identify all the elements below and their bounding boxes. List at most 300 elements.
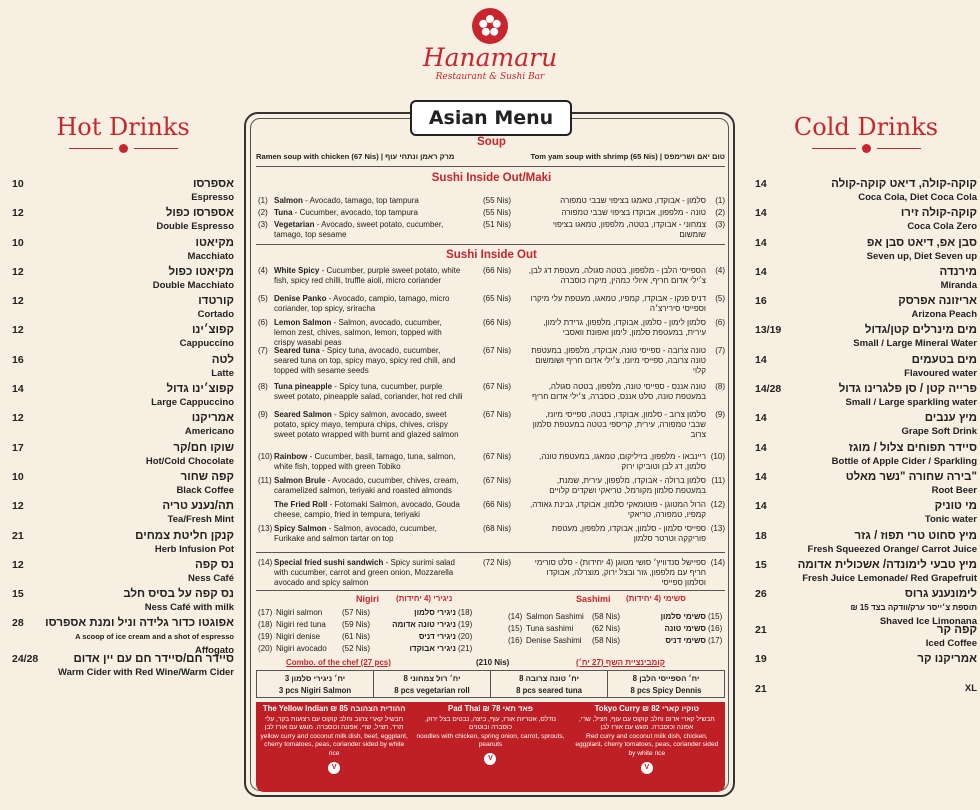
- item-price: (68 Nis): [482, 524, 511, 533]
- item-price: (65 Nis): [482, 294, 511, 303]
- drink-item: [755, 587, 977, 628]
- drink-name-en: Root Beer: [931, 484, 977, 496]
- drink-name-en: Small / Large Mineral Water: [853, 338, 977, 350]
- item-number: (7): [258, 346, 268, 355]
- drink-name-en: Small / Large sparkling water: [845, 397, 977, 409]
- specials-panel: [256, 702, 725, 792]
- drink-name-he: קוקה-קולה, דיאט קוקה-קולה: [831, 178, 977, 190]
- drink-name-he: נס קפה על בסיס חלב: [123, 588, 234, 601]
- drink-price: 21: [755, 682, 767, 695]
- item-ingredients: - Avocado, campio, tamago, micro coriander, top spicy, sriracha: [274, 294, 450, 313]
- drink-price: 14: [755, 178, 767, 190]
- drink-name-en: Double Macchiato: [152, 279, 234, 291]
- item-price: (67 Nis): [482, 476, 511, 485]
- drink-price: 15: [12, 588, 24, 601]
- item-ingredients: - Salmon, avocado, cucumber, Furikake and salmon tartar on top: [274, 524, 437, 543]
- item-description: [274, 382, 464, 402]
- item-description-he: סלמון צרוב - סלמון, אבוקדו, בטטה, ספייסי מיונז, שבבי טמפורה, עירית, קריספי בטטה במעטפת סלמון צרוב: [532, 410, 706, 439]
- flower-divider-icon: [755, 144, 977, 153]
- hot-drinks-title: Hot Drinks: [56, 113, 190, 141]
- combo-item: [491, 671, 608, 697]
- drink-price: 10: [12, 470, 24, 483]
- drink-names: [44, 177, 234, 206]
- item-number: (14): [258, 558, 273, 567]
- inside-out-heading: Sushi Inside Out: [446, 249, 537, 261]
- drink-name-he: קנקן חליטת צמחים: [135, 529, 234, 542]
- drink-name-he: סיידר תפוחים צלול / מוגז: [848, 441, 977, 454]
- drink-name-en: Warm Cider with Red Wine/Warm Cider: [57, 667, 234, 679]
- drink-item: [755, 441, 977, 470]
- special-title: Pad Thai ₪ 78 פאד תאי: [448, 704, 533, 713]
- drink-names: [44, 353, 234, 382]
- drink-price: 12: [12, 558, 24, 571]
- item-number: (4): [258, 266, 268, 275]
- drink-name-he: מים מינרלים קטן/גדול: [864, 324, 977, 337]
- drink-item: [12, 558, 234, 587]
- special-desc-he: תבשיל קארי צהוב וחלב קוקוס עם רצועות בקר, עלי תרד, חציל, שרי, אפונה וכוסברה. מוגש עם אורז לבן: [264, 715, 404, 732]
- item-price: (66 Nis): [482, 318, 511, 327]
- vegan-icon: V: [484, 753, 496, 765]
- soup-row: [256, 152, 725, 161]
- drink-price: 16: [12, 353, 24, 366]
- drink-names: [44, 294, 234, 323]
- drink-item: [12, 353, 234, 382]
- item-price: (57 Nis): [342, 608, 371, 617]
- drink-name-en: Herb Infusion Pot: [154, 543, 234, 555]
- drink-price: 12: [12, 265, 24, 278]
- drink-item: [12, 177, 234, 206]
- item-number: (1): [258, 196, 268, 205]
- item-number: (13): [258, 524, 273, 533]
- item-ingredients: - Avocado, tamago, top tampura: [302, 196, 419, 205]
- vegan-icon: V: [641, 762, 653, 774]
- drink-price: 10: [12, 178, 24, 190]
- item-ingredients: - Spicy surimi salad with cucumber, carrot and green onion, Mozzarella avocado and spicy salmon: [274, 558, 455, 587]
- drink-name-en: Grape Soft Drink: [901, 426, 977, 438]
- item-name: Nigiri salmon: [276, 608, 323, 617]
- item-name: Spicy Salmon: [274, 524, 327, 533]
- item-number-he: (4): [715, 266, 725, 275]
- item-description-he: טונה צרובה - ספייסי טונה, אבוקדו, מלפפון, במעטפת טונה צרובה, ספייסי מיונז, צ׳ילי אדום חריף ושומשום קלוי: [531, 346, 706, 375]
- drink-name-en: Shaved Ice Limonana: [879, 616, 977, 628]
- item-number-he: (18): [458, 608, 473, 617]
- item-name: Salmon Brule: [274, 476, 326, 485]
- drink-names: [44, 616, 234, 657]
- drink-name-en: Miranda: [940, 279, 977, 291]
- item-description: [274, 220, 464, 240]
- drink-price: 21: [755, 624, 767, 637]
- drink-names: [781, 682, 977, 711]
- brand-header: [0, 8, 980, 82]
- flower-divider-icon: [12, 144, 234, 153]
- item-number: (16): [508, 636, 523, 645]
- combo-title-en: Combo. of the chef (27 pcs): [286, 658, 391, 667]
- item-price: (67 Nis): [482, 346, 511, 355]
- drink-item: [12, 265, 234, 294]
- drink-item: [12, 652, 234, 681]
- item-price: (66 Nis): [482, 266, 511, 275]
- drink-name-en: Latte: [211, 367, 234, 379]
- item-ingredients: - Salmon, avocado, cucumber, lemon zest, chives, salmon, lemon, topped with crispy wasabi peas: [274, 318, 442, 347]
- drink-name-he: פרייה קטן / סן פלגרינו גדול: [838, 383, 977, 396]
- special-dish: [256, 702, 412, 792]
- drink-names: [44, 470, 234, 499]
- drink-name-en: Bottle of Apple Cider / Sparkling: [831, 455, 977, 467]
- drink-name-he: קפוצ׳ינו: [191, 324, 234, 337]
- item-description-he: סלמון - אבוקדו, טאמגו בציפוי שבבי טמפורה: [560, 196, 706, 205]
- item-number-he: (9): [715, 410, 725, 419]
- drink-price: 13/19: [755, 324, 782, 337]
- item-number-he: (11): [711, 476, 725, 485]
- drink-item: [755, 652, 977, 681]
- item-number-he: (2): [715, 208, 725, 217]
- drink-name-en: Cortado: [197, 309, 234, 321]
- drink-names: [781, 558, 977, 587]
- brand-name: Hanamaru: [422, 43, 558, 72]
- drink-item: [755, 623, 977, 652]
- combo-item-he: 8 יח׳ רול צמחוני: [403, 674, 461, 683]
- cold-drinks-panel: [755, 112, 977, 711]
- item-number-he: (15): [708, 612, 723, 621]
- drink-name-en: Americano: [184, 426, 234, 438]
- hot-drinks-panel: [12, 112, 234, 682]
- drink-price: 14/28: [755, 383, 782, 396]
- drink-price: 12: [12, 412, 24, 425]
- drink-names: [44, 265, 234, 294]
- drink-name-en: Tea/Fresh Mint: [167, 514, 234, 526]
- drink-price: 14: [755, 500, 767, 513]
- drink-price: 14: [755, 236, 767, 249]
- drink-name-he: בירה שחורה "נשר מאלט": [845, 470, 977, 483]
- drink-name-en: Ness Café: [188, 572, 234, 584]
- drink-names: [781, 411, 977, 440]
- combo-item-en: 8 pcs Spicy Dennis: [630, 686, 702, 695]
- item-name-he: ניגירי סלמון: [414, 608, 456, 617]
- drink-item: [755, 323, 977, 352]
- nigiri-heading: Nigiri: [356, 594, 380, 604]
- drink-name-he: אריזונה אפרסק: [898, 295, 977, 308]
- cherry-blossom-logo: [472, 8, 508, 44]
- item-description-he: טונה אננס - ספייסי טונה, מלפפון, בטטה סגולה, במעטפת טונה, סלט אננס, כוסברה, צ׳ילי אדום חריף: [532, 382, 706, 401]
- drink-price: 14: [755, 470, 767, 483]
- special-dish: [569, 702, 725, 792]
- drink-price: 19: [755, 653, 767, 666]
- drink-item: [755, 382, 977, 411]
- item-number-he: (3): [715, 220, 725, 229]
- drink-price: 24/28: [12, 653, 39, 666]
- item-description: [274, 410, 464, 440]
- item-number-he: (1): [715, 196, 725, 205]
- item-name-he: ניגירי טונה אדומה: [392, 620, 456, 629]
- drink-item: [12, 236, 234, 265]
- item-name-he: סשימי דניס: [665, 636, 706, 645]
- drink-name-he: סבן אפ, דיאט סבן אפ: [866, 236, 977, 249]
- drink-name-he: אמריקנו קר: [917, 653, 977, 666]
- drink-item: [755, 236, 977, 265]
- item-number: (17): [258, 608, 273, 617]
- drink-price: 10: [12, 236, 24, 249]
- drink-names: [781, 587, 977, 628]
- item-ingredients: - Spicy tuna, cucumber, purple sweet potato, pineapple salad, coriander, hot red chili: [274, 382, 463, 401]
- drink-name-he: קורטדו: [198, 295, 234, 308]
- drink-name-en: Large Cappuccino: [151, 397, 234, 409]
- maki-heading: Sushi Inside Out/Maki: [431, 172, 552, 184]
- drink-name-en: Ness Café with milk: [144, 602, 234, 614]
- drink-name-he: אפוגטו כדור גלידה וניל ומנת אספרסו: [45, 617, 234, 630]
- drink-names: [44, 652, 234, 681]
- item-description: [274, 318, 464, 348]
- item-number-he: (12): [710, 500, 725, 509]
- drink-names: [44, 323, 234, 352]
- drink-name-he: מקיאטו: [195, 236, 234, 249]
- drink-names: [44, 236, 234, 265]
- drink-name-en: Black Coffee: [176, 484, 234, 496]
- drink-name-he: אספרסו: [192, 178, 234, 190]
- drink-name-en: Coca Cola, Diet Coca Cola: [858, 192, 977, 203]
- drink-name-he: קפה קר: [936, 624, 977, 637]
- drink-names: [44, 587, 234, 616]
- combo-item-he: 8 יח׳ טונה צרובה: [519, 674, 579, 683]
- item-name: Lemon Salmon: [274, 318, 332, 327]
- drink-item: [12, 323, 234, 352]
- item-name: Tuna sashimi: [526, 624, 574, 633]
- drink-names: [781, 529, 977, 558]
- drink-item: [755, 470, 977, 499]
- item-number: (14): [508, 612, 523, 621]
- item-price: (55 Nis): [482, 196, 511, 205]
- item-name: Vegetarian: [274, 220, 315, 229]
- item-number: (11): [258, 476, 272, 485]
- drink-name-en: Arizona Peach: [911, 309, 977, 321]
- item-price: (67 Nis): [482, 452, 511, 461]
- drink-item: [755, 206, 977, 235]
- item-name-he: סשימי סלמון: [660, 612, 706, 621]
- item-number-he: (16): [708, 624, 723, 633]
- item-description: [274, 208, 464, 218]
- drink-names: [781, 441, 977, 470]
- drink-price: 28: [12, 617, 24, 630]
- item-price: (66 Nis): [482, 500, 511, 509]
- drink-item: [755, 353, 977, 382]
- item-price: (59 Nis): [342, 620, 371, 629]
- item-number: (15): [508, 624, 523, 633]
- drink-item: [12, 499, 234, 528]
- item-name: Nigiri denise: [276, 632, 321, 641]
- drink-name-en: XL: [964, 682, 977, 694]
- item-name-he: ניגירי אבוקדו: [409, 644, 456, 653]
- drink-price: 12: [12, 500, 24, 513]
- item-ingredients: - Cucumber, avocado, top tampura: [292, 208, 418, 217]
- item-description-he: דניס פנקו - אבוקדו, קמפיו, טמאגו, מעטפת עלי מיקרו וספייסי סירירצ׳ה: [530, 294, 706, 313]
- drink-item: [755, 529, 977, 558]
- special-desc-en: yellow curry and coconut milk dish, beef, eggplant, cherry tomatoes, peas, coriander sided by white rice: [260, 732, 408, 757]
- item-number-he: (8): [715, 382, 725, 391]
- item-number-he: (13): [710, 524, 725, 533]
- item-description: [274, 294, 464, 314]
- drink-name-en: Iced Coffee: [925, 638, 977, 650]
- item-number: (19): [258, 632, 273, 641]
- item-price: (62 Nis): [592, 624, 621, 633]
- item-name: White Spicy: [274, 266, 320, 275]
- menu-title: Asian Menu: [410, 100, 572, 136]
- drink-name-en: Espresso: [191, 192, 234, 203]
- combo-item: [608, 671, 724, 697]
- drink-name-he: לטה: [211, 353, 234, 366]
- item-price: (58 Nis): [592, 636, 621, 645]
- item-price: (61 Nis): [342, 632, 371, 641]
- special-desc-en: Red curry and coconut milk dish, chicken, eggplant, cherry tomatoes, peas, coriander sided by white rice: [575, 732, 719, 757]
- drink-name-he: נס קפה: [195, 558, 234, 571]
- drink-name-en: Fresh Juice Lemonade/ Red Grapefruit: [802, 572, 977, 584]
- item-description: [274, 196, 464, 206]
- combo-item-en: 8 pcs vegetarian roll: [394, 686, 470, 695]
- item-number-he: (19): [458, 620, 473, 629]
- drink-item: [12, 411, 234, 440]
- drink-names: [44, 499, 234, 528]
- item-name-he: ניגירי דניס: [418, 632, 456, 641]
- item-number-he: (20): [458, 632, 473, 641]
- drink-item: [755, 558, 977, 587]
- combo-item-en: 8 pcs seared tuna: [516, 686, 582, 695]
- drink-name-en: Flavoured water: [904, 367, 977, 379]
- drink-name-he: קוקה-קולה זירו: [900, 207, 977, 220]
- drink-note: תוספת צ׳ייסר ערק/וודקה בצד 15 ₪: [850, 603, 977, 613]
- drink-name-he: מקיאטו כפול: [168, 265, 234, 278]
- item-name-he: סשימי טונה: [664, 624, 706, 633]
- special-title: The Yellow Indian ₪ 85 ההודית הצהובה: [262, 704, 406, 713]
- special-title: Tokyo Curry ₪ 82 טוקיו קארי: [594, 704, 699, 713]
- item-description-he: סלמון ברולה - אבוקדו, מלפפון, עירית, שמנת, במעטפת סלמון מקורמל, טריאקי ושקדים קלויים: [549, 476, 706, 495]
- item-description-he: ספיישל סנדוויץ׳ סושי מטוגן (4 יחידות) - סלט סורימי חריף עם מלפפון, גזר ובצל ירוק, מוצרלה, אבוקדו וסלמון ספייסי: [534, 558, 706, 587]
- drink-name-en: Affogato: [194, 645, 234, 657]
- item-number-he: (17): [708, 636, 723, 645]
- drink-name-en: Seven up, Diet Seven up: [866, 250, 977, 262]
- drink-names: [44, 382, 234, 411]
- drink-item: [12, 294, 234, 323]
- item-number-he: (7): [715, 346, 725, 355]
- item-description-he: הספייסי הלבן - מלפפון, בטטה סגולה, מעטפת דג לבן, צ׳ילי אדום חריף, איולי כמהין, מיקרו כוסברה: [528, 266, 706, 285]
- drink-price: 15: [755, 558, 767, 571]
- combo-item-he: 8 יח׳ הספייסי הלבן: [632, 674, 700, 683]
- nigiri-heading-he: ניגירי (4 יחידות): [396, 594, 453, 603]
- item-name: Denise Sashimi: [526, 636, 582, 645]
- item-name: The Fried Roll: [274, 500, 328, 509]
- drink-item: [755, 411, 977, 440]
- item-name: Special fried sushi sandwich: [274, 558, 384, 567]
- item-price: (72 Nis): [482, 558, 511, 567]
- drink-names: [781, 382, 977, 411]
- item-ingredients: - Spicy tuna, avocado, cucumber, seared tuna on top, spicy mayo, spicy red chili, and topped with sesame seeds: [274, 346, 456, 375]
- item-ingredients: - Avocado, cucumber, chives, cream, caramelized salmon, teriyaki and roasted almonds: [274, 476, 459, 495]
- item-description-he: צמחוני - אבוקדו, בטטה, מלפפון, טמאגו בציפוי שומשום: [552, 220, 706, 239]
- drink-price: 14: [755, 441, 767, 454]
- drink-price: 12: [12, 295, 24, 308]
- drink-name-he: תה/נענע טריה: [162, 500, 234, 513]
- drink-names: [44, 441, 234, 470]
- drink-name-he: מיץ ענבים: [924, 412, 977, 425]
- item-name: Seared tuna: [274, 346, 320, 355]
- hot-drinks-list: [12, 177, 234, 682]
- drink-item: [755, 682, 977, 711]
- asian-menu-card: [244, 107, 735, 797]
- item-name: Denise Panko: [274, 294, 327, 303]
- drink-name-he: אספרסו כפול: [165, 207, 234, 220]
- combo-item-he: 3 יח׳ ניגירי סלמון: [284, 674, 346, 683]
- item-ingredients: - Cucumber, basil, tamago, tuna, salmon, white fish, topped with green Tobiko: [274, 452, 456, 471]
- item-description-he: הרול המטוגן - פוטומאקי סלמון, אבוקדו, גבינת גאודה, קמפיו, טמפורה, טריאקי: [529, 500, 706, 519]
- item-description: [274, 452, 464, 472]
- item-number-he: (14): [710, 558, 725, 567]
- drink-name-he: קפה שחור: [180, 470, 234, 483]
- drink-price: 14: [755, 265, 767, 278]
- soup-ramen: Ramen soup with chicken (67 Nis) | מרק ראמן ונתחי עוף: [256, 152, 455, 161]
- item-number: (9): [258, 410, 268, 419]
- drink-item: [12, 206, 234, 235]
- drink-price: 14: [755, 207, 767, 220]
- item-number-he: (21): [458, 644, 473, 653]
- item-price: (52 Nis): [342, 644, 371, 653]
- combo-title-he: קומבינציית השף (27 יח׳): [576, 658, 665, 667]
- drink-name-en: Tonic water: [924, 514, 977, 526]
- item-number-he: (5): [715, 294, 725, 303]
- cold-drinks-list: [755, 177, 977, 711]
- drink-name-en: Cappuccino: [179, 338, 234, 350]
- item-name: Nigiri avocado: [276, 644, 327, 653]
- sashimi-heading: Sashimi: [576, 594, 611, 604]
- special-dish: [412, 702, 568, 792]
- combo-price: (210 Nis): [476, 658, 510, 667]
- combo-items: [256, 670, 725, 698]
- item-name: Salmon Sashimi: [526, 612, 584, 621]
- drink-name-en: Hot/Cold Chocolate: [145, 455, 234, 467]
- drink-price: 14: [755, 412, 767, 425]
- item-number: (6): [258, 318, 268, 327]
- item-ingredients: - Fotomaki Salmon, avocado, Gouda cheese, campio, fried in tempura, teriyaki: [274, 500, 460, 519]
- brand-subtitle: Restaurant & Sushi Bar: [435, 72, 545, 82]
- item-number-he: (10): [710, 452, 725, 461]
- drink-names: [781, 623, 977, 652]
- drink-names: [781, 265, 977, 294]
- drink-price: 16: [755, 295, 767, 308]
- item-description-he: טונה - מלפפון, אבוקדו בציפוי שבבי טמפורה: [561, 208, 706, 217]
- drink-item: [12, 441, 234, 470]
- drink-name-he: מי טוניק: [934, 500, 977, 513]
- item-name: Rainbow: [274, 452, 308, 461]
- item-number: (3): [258, 220, 268, 229]
- drink-name-he: סיידר חם/סיידר חם עם יין אדום: [73, 653, 234, 666]
- drink-price: 12: [12, 207, 24, 220]
- drink-names: [781, 652, 977, 681]
- drink-name-he: מיץ טבעי לימונדה/ אשכולית אדומה: [797, 558, 977, 571]
- drink-price: 26: [755, 588, 767, 601]
- drink-item: [755, 265, 977, 294]
- special-desc-he: נודלס, אטריות אורז, עוף, ביצה, נבטים בצל ירוק, כוסברה ובוטנים: [424, 715, 556, 732]
- special-desc-en: noodles with chicken, spring onion, carrot, sprouts, peanuts: [416, 732, 565, 749]
- drink-names: [781, 177, 977, 206]
- drink-names: [781, 353, 977, 382]
- item-description: [274, 346, 464, 376]
- drink-name-he: מיץ סחוט טרי תפוז / גזר: [854, 529, 977, 542]
- item-number: (20): [258, 644, 273, 653]
- item-name: Salmon: [274, 196, 303, 205]
- special-desc-he: תבשיל קארי אדום וחלב קוקוס עם עוף, חציל, שרי, אפונה וכוסברה. מוגש עם אורז לבן: [578, 715, 715, 732]
- item-price: (67 Nis): [482, 382, 511, 391]
- item-ingredients: - Cucumber, purple sweet potato, white fish, spicy red chilli, truffle aioli, micro coriander: [274, 266, 461, 285]
- item-description: [274, 524, 464, 544]
- drink-item: [12, 470, 234, 499]
- drink-price: 18: [755, 529, 767, 542]
- drink-names: [44, 411, 234, 440]
